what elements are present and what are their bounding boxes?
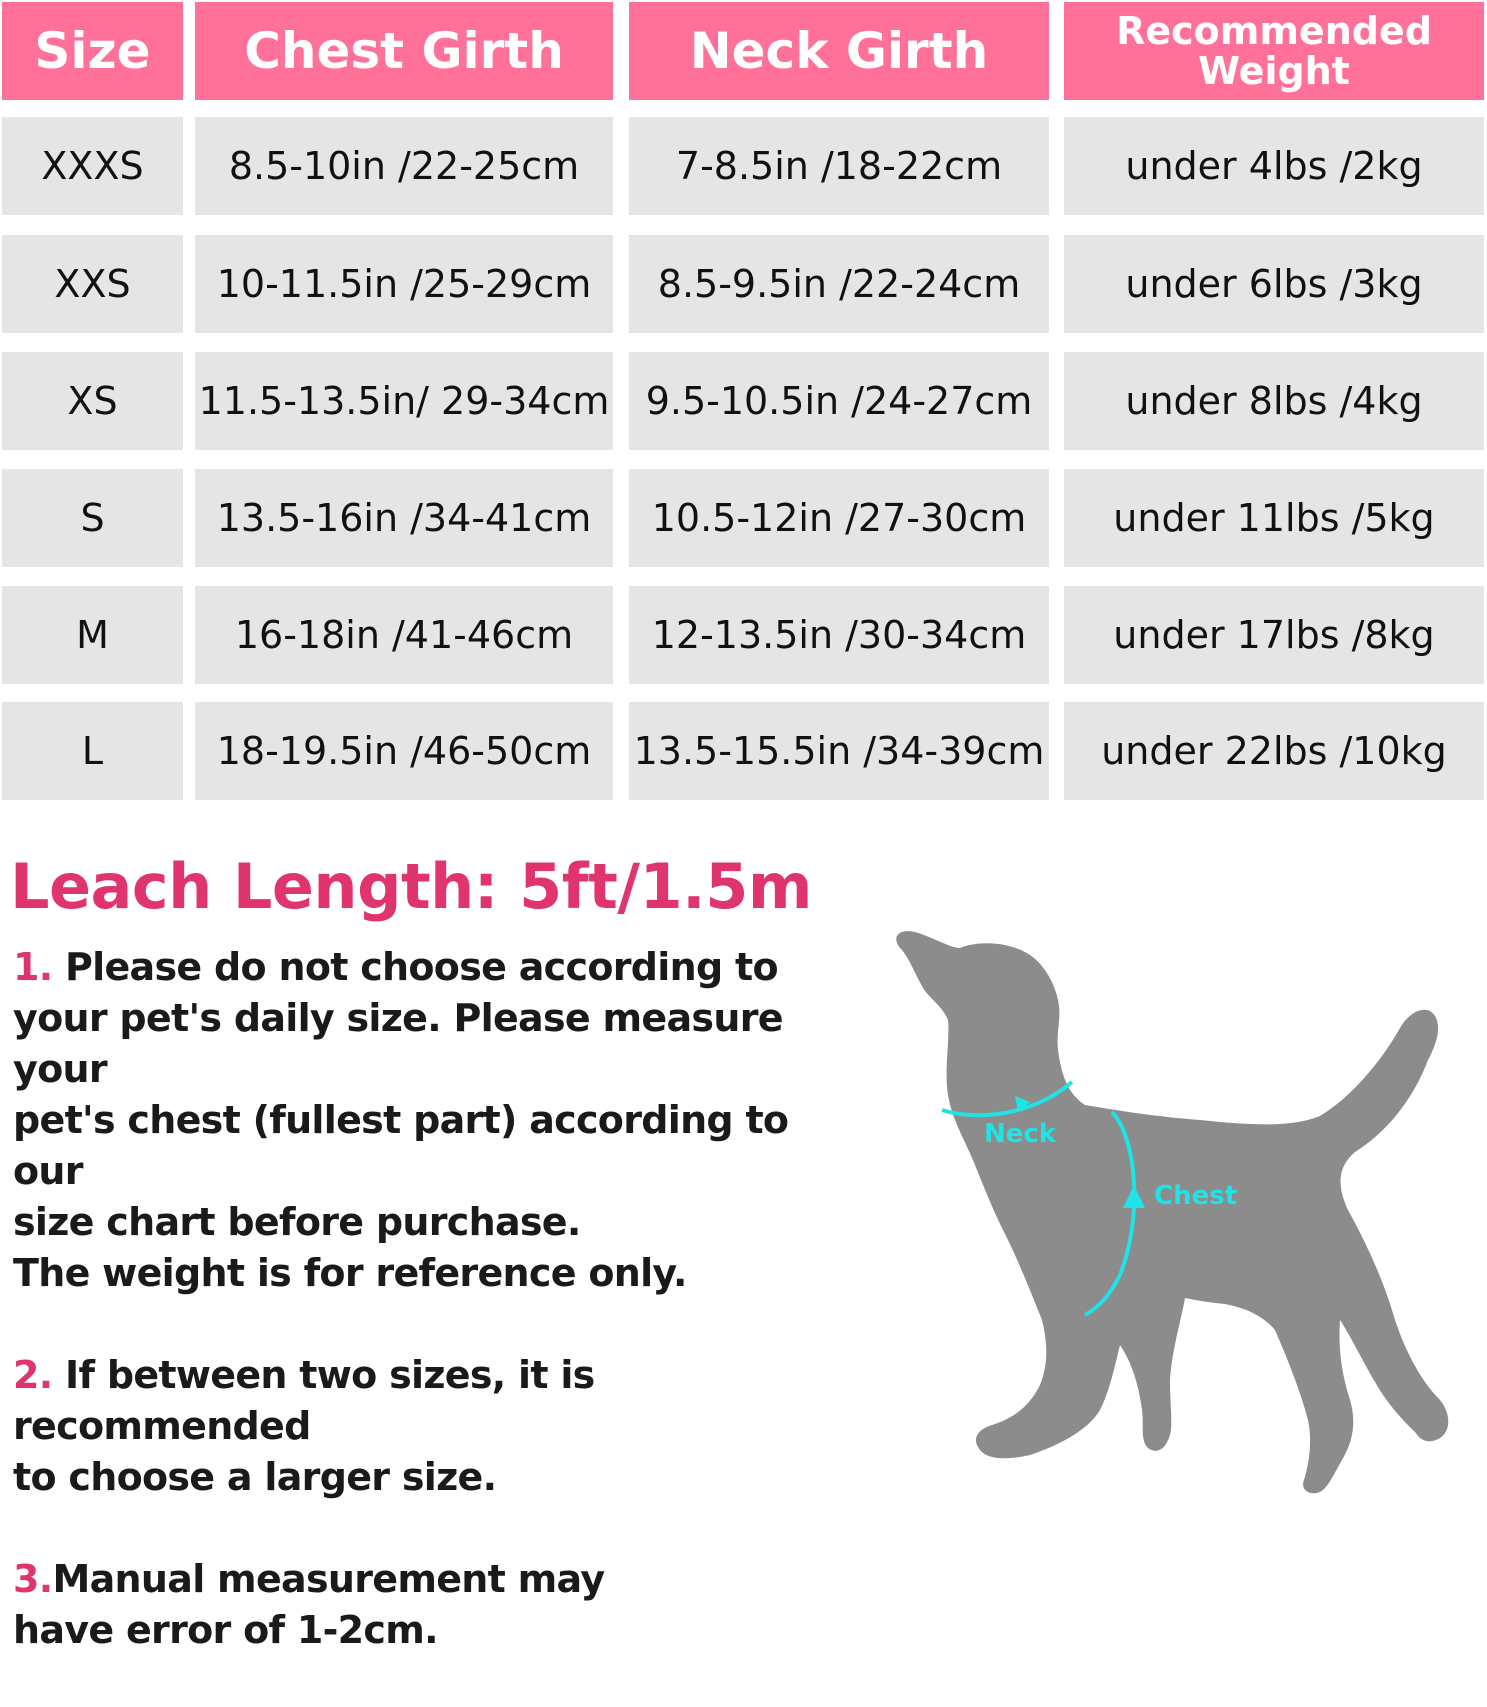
cell-size: M	[2, 586, 183, 684]
note-line: Manual measurement may	[52, 1557, 605, 1601]
cell-chest-girth: 11.5-13.5in/ 29-34cm	[195, 352, 613, 450]
cell-chest-girth: 16-18in /41-46cm	[195, 586, 613, 684]
note-line: The weight is for reference only.	[13, 1251, 687, 1295]
note-line: Please do not choose according to	[52, 945, 778, 989]
note-line: If between two sizes, it is recommended	[13, 1353, 595, 1448]
note-number: 1.	[13, 945, 53, 989]
cell-chest-girth: 8.5-10in /22-25cm	[195, 117, 613, 215]
header-size: Size	[2, 2, 183, 100]
cell-neck-girth: 7-8.5in /18-22cm	[629, 117, 1049, 215]
note-line: to choose a larger size.	[13, 1455, 497, 1499]
cell-neck-girth: 13.5-15.5in /34-39cm	[629, 702, 1049, 800]
cell-weight: under 8lbs /4kg	[1064, 352, 1484, 450]
sizing-notes	[13, 942, 823, 1707]
cell-size: XXS	[2, 235, 183, 333]
chest-label: Chest	[1154, 1181, 1238, 1211]
dog-silhouette	[896, 931, 1448, 1493]
dog-measurement-diagram	[880, 920, 1470, 1500]
note-number: 2.	[13, 1353, 53, 1397]
note-1	[13, 942, 823, 1299]
cell-size: L	[2, 702, 183, 800]
note-2	[13, 1350, 823, 1503]
cell-chest-girth: 10-11.5in /25-29cm	[195, 235, 613, 333]
cell-weight: under 11lbs /5kg	[1064, 469, 1484, 567]
cell-neck-girth: 12-13.5in /30-34cm	[629, 586, 1049, 684]
cell-weight: under 6lbs /3kg	[1064, 235, 1484, 333]
neck-label: Neck	[984, 1119, 1057, 1149]
header-neck-girth: Neck Girth	[629, 2, 1049, 100]
cell-neck-girth: 10.5-12in /27-30cm	[629, 469, 1049, 567]
cell-neck-girth: 8.5-9.5in /22-24cm	[629, 235, 1049, 333]
note-number: 3.	[13, 1557, 53, 1601]
note-line: pet's chest (fullest part) according to our	[13, 1098, 789, 1193]
cell-weight: under 22lbs /10kg	[1064, 702, 1484, 800]
cell-weight: under 17lbs /8kg	[1064, 586, 1484, 684]
cell-chest-girth: 18-19.5in /46-50cm	[195, 702, 613, 800]
note-line: your pet's daily size. Please measure your	[13, 996, 783, 1091]
header-chest-girth: Chest Girth	[195, 2, 613, 100]
note-3	[13, 1554, 823, 1656]
cell-size: S	[2, 469, 183, 567]
cell-chest-girth: 13.5-16in /34-41cm	[195, 469, 613, 567]
note-line: size chart before purchase.	[13, 1200, 581, 1244]
cell-size: XXXS	[2, 117, 183, 215]
header-recommended-line2: Weight	[1198, 49, 1350, 93]
header-recommended-weight	[1064, 2, 1484, 100]
header-recommended-line1: Recommended	[1116, 9, 1432, 53]
leash-length-title: Leach Length: 5ft/1.5m	[10, 850, 812, 923]
cell-neck-girth: 9.5-10.5in /24-27cm	[629, 352, 1049, 450]
cell-size: XS	[2, 352, 183, 450]
note-line: have error of 1-2cm.	[13, 1608, 438, 1652]
cell-weight: under 4lbs /2kg	[1064, 117, 1484, 215]
